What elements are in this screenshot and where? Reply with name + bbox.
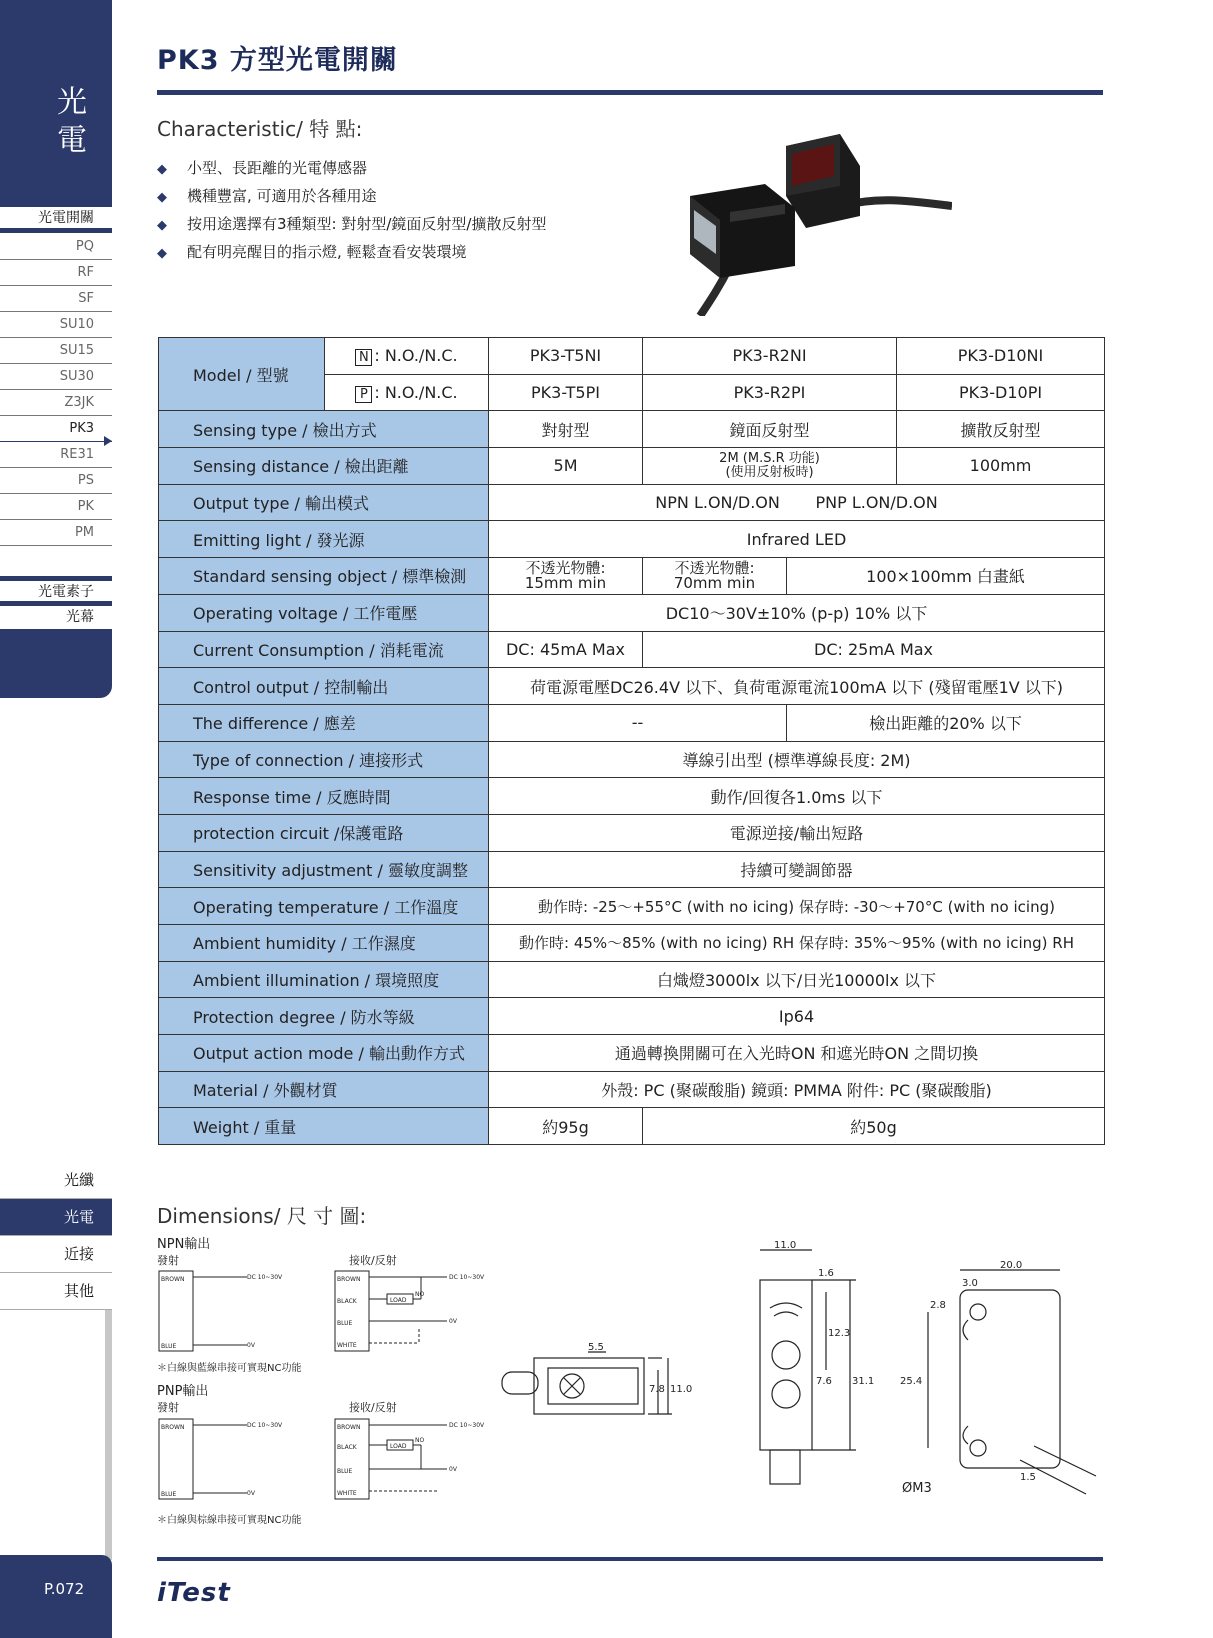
- table-row: [159, 668, 1105, 705]
- svg-text:11.0: 11.0: [774, 1240, 797, 1251]
- value-cell: 100×100mm 白畫紙: [787, 558, 1105, 595]
- value-cell: NPN L.ON/D.ON PNP L.ON/D.ON: [489, 484, 1105, 521]
- row-label: Response time / 反應時間: [159, 778, 489, 815]
- model-cell: PK3-D10NI: [897, 338, 1105, 375]
- svg-text:12.3: 12.3: [828, 1328, 851, 1339]
- row-label: Sensing distance / 檢出距離: [159, 448, 489, 485]
- row-label: Standard sensing object / 標準檢測: [159, 558, 489, 595]
- table-row: [159, 484, 1105, 521]
- p-box-icon: P: [355, 386, 372, 403]
- npn-receiver-box: [335, 1271, 369, 1351]
- page-title: PK3 方型光電開關: [157, 45, 398, 76]
- svg-text:2.8: 2.8: [930, 1300, 946, 1311]
- table-row: [159, 1035, 1105, 1072]
- sidebar-item-pk3[interactable]: [0, 416, 112, 442]
- bottom-nav-fiber[interactable]: 光纖: [0, 1162, 112, 1199]
- value-cell: DC: 25mA Max: [643, 631, 1105, 668]
- diamond-bullet-icon: ◆: [157, 190, 167, 205]
- svg-text:1.6: 1.6: [818, 1268, 834, 1279]
- npn-receiver-label: 接收/反射: [349, 1254, 397, 1267]
- svg-text:0V: 0V: [449, 1318, 457, 1325]
- value-cell: 5M: [489, 448, 643, 485]
- diamond-bullet-icon: ◆: [157, 218, 167, 233]
- npn-note: ＊白線與藍線串接可實現NC功能: [157, 1363, 302, 1374]
- table-row: [159, 851, 1105, 888]
- svg-text:BROWN: BROWN: [337, 1424, 361, 1431]
- side-view-drawing: [500, 1340, 700, 1440]
- sidebar-item-pq[interactable]: PQ: [0, 234, 112, 260]
- svg-text:NO: NO: [415, 1437, 425, 1444]
- value-cell: 擴散反射型: [897, 411, 1105, 448]
- table-row: [159, 814, 1105, 851]
- sidebar-item-su15[interactable]: SU15: [0, 338, 112, 364]
- table-row: [159, 778, 1105, 815]
- table-row: [159, 888, 1105, 925]
- npn-title: NPN輸出: [157, 1237, 211, 1252]
- sidebar-item-ps[interactable]: PS: [0, 468, 112, 494]
- value-cell: 外殼: PC (聚碳酸脂) 鏡頭: PMMA 附件: PC (聚碳酸脂): [489, 1071, 1105, 1108]
- table-row: [159, 925, 1105, 962]
- value-cell: 通過轉換開關可在入光時ON 和遮光時ON 之間切換: [489, 1035, 1105, 1072]
- sidebar-item-pm[interactable]: PM: [0, 520, 112, 546]
- svg-text:BROWN: BROWN: [161, 1424, 185, 1431]
- row-label: Current Consumption / 消耗電流: [159, 631, 489, 668]
- sidebar-item-optical-elements[interactable]: 光電素子: [0, 576, 112, 606]
- pnp-title: PNP輸出: [157, 1384, 209, 1399]
- svg-text:31.1: 31.1: [852, 1376, 875, 1387]
- value-cell: 鏡面反射型: [643, 411, 897, 448]
- value-cell: 檢出距離的20% 以下: [787, 704, 1105, 741]
- feature-item: ◆ 小型、長距離的光電傳感器: [157, 155, 546, 183]
- model-label: Model / 型號: [159, 338, 325, 411]
- svg-text:BLUE: BLUE: [337, 1468, 353, 1475]
- sidebar-item-z3jk[interactable]: Z3JK: [0, 390, 112, 416]
- sidebar-category-title: [52, 84, 92, 160]
- diamond-bullet-icon: ◆: [157, 246, 167, 261]
- value-cell: --: [489, 704, 787, 741]
- product-photo: [690, 126, 952, 316]
- spec-table: [158, 337, 1105, 1145]
- row-label: Output action mode / 輸出動作方式: [159, 1035, 489, 1072]
- value-cell: DC: 45mA Max: [489, 631, 643, 668]
- value-cell: 2M (M.S.R 功能) (使用反射板時): [643, 448, 897, 485]
- row-label: Operating voltage / 工作電壓: [159, 594, 489, 631]
- wiring-diagram: [157, 1235, 497, 1535]
- table-row: [159, 704, 1105, 741]
- model-cell: PK3-T5PI: [489, 374, 643, 411]
- row-label: Ambient illumination / 環境照度: [159, 961, 489, 998]
- value-cell: 約95g: [489, 1108, 643, 1145]
- page-number: P.072: [44, 1580, 85, 1598]
- pnp-receiver-label: 接收/反射: [349, 1401, 397, 1414]
- value-cell: 動作時: 45%～85% (with no icing) RH 保存時: 35%～95% (with no icing) RH: [489, 925, 1105, 962]
- row-label: Sensing type / 檢出方式: [159, 411, 489, 448]
- svg-text:LOAD: LOAD: [390, 1297, 407, 1304]
- svg-text:LOAD: LOAD: [390, 1443, 407, 1450]
- feature-item: ◆ 機種豐富, 可適用於各種用途: [157, 183, 546, 211]
- dimensions-title: Dimensions/ 尺 寸 圖:: [157, 1204, 367, 1228]
- value-cell: 不透光物體: 70mm min: [643, 558, 787, 595]
- table-row: [159, 521, 1105, 558]
- value-cell: 不透光物體: 15mm min: [489, 558, 643, 595]
- svg-text:BLUE: BLUE: [161, 1491, 177, 1498]
- svg-text:DC 10~30V: DC 10~30V: [449, 1274, 485, 1281]
- svg-text:7.6: 7.6: [816, 1376, 832, 1387]
- pnp-receiver-box: [335, 1419, 369, 1499]
- feature-item: ◆ 配有明亮醒目的指示燈, 輕鬆查看安裝環境: [157, 239, 546, 267]
- table-row: [159, 411, 1105, 448]
- bottom-nav-photoelectric[interactable]: 光電: [0, 1199, 112, 1236]
- row-label: Operating temperature / 工作溫度: [159, 888, 489, 925]
- table-row: [159, 1071, 1105, 1108]
- svg-text:WHITE: WHITE: [337, 1342, 357, 1349]
- svg-text:5.5: 5.5: [588, 1342, 604, 1353]
- row-label: Output type / 輸出模式: [159, 484, 489, 521]
- svg-text:BLUE: BLUE: [161, 1343, 177, 1350]
- svg-text:11.0: 11.0: [670, 1384, 693, 1395]
- value-cell: 動作時: -25～+55°C (with no icing) 保存時: -30～+70°C (with no icing): [489, 888, 1105, 925]
- sidebar-item-rf[interactable]: RF: [0, 260, 112, 286]
- row-label: Ambient humidity / 工作濕度: [159, 925, 489, 962]
- svg-text:BROWN: BROWN: [337, 1276, 361, 1283]
- table-row: [159, 1108, 1105, 1145]
- title-divider: [157, 90, 1103, 95]
- svg-text:ØM3: ØM3: [902, 1481, 932, 1496]
- value-cell: 約50g: [643, 1108, 1105, 1145]
- row-label: Weight / 重量: [159, 1108, 489, 1145]
- value-cell: 電源逆接/輸出短路: [489, 814, 1105, 851]
- svg-text:0V: 0V: [449, 1466, 457, 1473]
- bottom-nav-other[interactable]: 其他: [0, 1273, 112, 1310]
- row-label: Emitting light / 發光源: [159, 521, 489, 558]
- npn-type-label: N : N.O./N.C.: [325, 338, 489, 375]
- value-cell: 荷電源電壓DC26.4V 以下、負荷電源電流100mA 以下 (殘留電壓1V 以下): [489, 668, 1105, 705]
- svg-text:DC 10~30V: DC 10~30V: [449, 1422, 485, 1429]
- value-cell: Ip64: [489, 998, 1105, 1035]
- svg-text:1.5: 1.5: [1020, 1472, 1036, 1483]
- value-cell: 100mm: [897, 448, 1105, 485]
- svg-text:BLACK: BLACK: [337, 1298, 357, 1305]
- sidebar-item-pk3-label: PK3: [69, 421, 94, 436]
- sidebar-section-head[interactable]: 光電開關: [0, 207, 112, 233]
- table-row: [159, 961, 1105, 998]
- value-cell: 持續可變調節器: [489, 851, 1105, 888]
- feature-item: ◆ 按用途選擇有3種類型: 對射型/鏡面反射型/擴散反射型: [157, 211, 546, 239]
- value-cell: 導線引出型 (標準導線長度: 2M): [489, 741, 1105, 778]
- row-label: Control output / 控制輸出: [159, 668, 489, 705]
- value-cell: Infrared LED: [489, 521, 1105, 558]
- sidebar-item-su30[interactable]: SU30: [0, 364, 112, 390]
- svg-text:BROWN: BROWN: [161, 1276, 185, 1283]
- value-cell: 對射型: [489, 411, 643, 448]
- table-row: [159, 631, 1105, 668]
- model-cell: PK3-D10PI: [897, 374, 1105, 411]
- table-row: [159, 594, 1105, 631]
- sidebar-item-re31[interactable]: RE31: [0, 442, 112, 468]
- value-cell: 白熾燈3000lx 以下/日光10000lx 以下: [489, 961, 1105, 998]
- back-view-drawing: [900, 1260, 1110, 1510]
- sidebar-item-sf[interactable]: SF: [0, 286, 112, 312]
- bottom-nav-proximity[interactable]: 近接: [0, 1236, 112, 1273]
- sidebar-item-light-curtain[interactable]: 光幕: [0, 606, 112, 634]
- svg-text:20.0: 20.0: [1000, 1260, 1023, 1271]
- npn-emitter-label: 發射: [157, 1254, 179, 1267]
- row-label: Material / 外觀材質: [159, 1071, 489, 1108]
- footer-divider: [157, 1557, 1103, 1561]
- model-cell: PK3-T5NI: [489, 338, 643, 375]
- row-label: The difference / 應差: [159, 704, 489, 741]
- model-cell: PK3-R2NI: [643, 338, 897, 375]
- pnp-emitter-box: [159, 1419, 193, 1499]
- pnp-note: ＊白線與棕線串接可實現NC功能: [157, 1515, 302, 1526]
- svg-text:DC 10~30V: DC 10~30V: [247, 1422, 283, 1429]
- n-box-icon: N: [355, 349, 372, 366]
- feature-list: [157, 155, 546, 267]
- svg-text:0V: 0V: [247, 1490, 255, 1497]
- svg-text:7.8: 7.8: [649, 1384, 665, 1395]
- pnp-emitter-label: 發射: [157, 1401, 179, 1414]
- svg-text:0V: 0V: [247, 1342, 255, 1349]
- sidebar-gray-bar: [105, 1310, 112, 1560]
- row-label: Sensitivity adjustment / 靈敏度調整: [159, 851, 489, 888]
- category-char-2: 電: [57, 123, 87, 158]
- table-row: [159, 338, 1105, 375]
- front-view-drawing: [740, 1240, 900, 1500]
- svg-text:WHITE: WHITE: [337, 1490, 357, 1497]
- diamond-bullet-icon: ◆: [157, 162, 167, 177]
- sidebar-item-su10[interactable]: SU10: [0, 312, 112, 338]
- value-cell: DC10～30V±10% (p-p) 10% 以下: [489, 594, 1105, 631]
- table-row: [159, 741, 1105, 778]
- value-cell: 動作/回復各1.0ms 以下: [489, 778, 1105, 815]
- category-char-1: 光: [57, 85, 87, 120]
- characteristic-title: Characteristic/ 特 點:: [157, 117, 363, 141]
- table-row: [159, 448, 1105, 485]
- brand-logo: iTest: [157, 1578, 231, 1608]
- pnp-type-label: P : N.O./N.C.: [325, 374, 489, 411]
- row-label: Protection degree / 防水等級: [159, 998, 489, 1035]
- svg-text:BLUE: BLUE: [337, 1320, 353, 1327]
- npn-emitter-box: [159, 1271, 193, 1351]
- svg-text:BLACK: BLACK: [337, 1444, 357, 1451]
- row-label: Type of connection / 連接形式: [159, 741, 489, 778]
- svg-text:DC 10~30V: DC 10~30V: [247, 1274, 283, 1281]
- svg-text:25.4: 25.4: [900, 1376, 923, 1387]
- table-row: [159, 998, 1105, 1035]
- table-row: [159, 558, 1105, 595]
- model-cell: PK3-R2PI: [643, 374, 897, 411]
- sidebar-item-pk[interactable]: PK: [0, 494, 112, 520]
- svg-text:3.0: 3.0: [962, 1278, 978, 1289]
- row-label: protection circuit /保護電路: [159, 814, 489, 851]
- svg-text:NO: NO: [415, 1291, 425, 1298]
